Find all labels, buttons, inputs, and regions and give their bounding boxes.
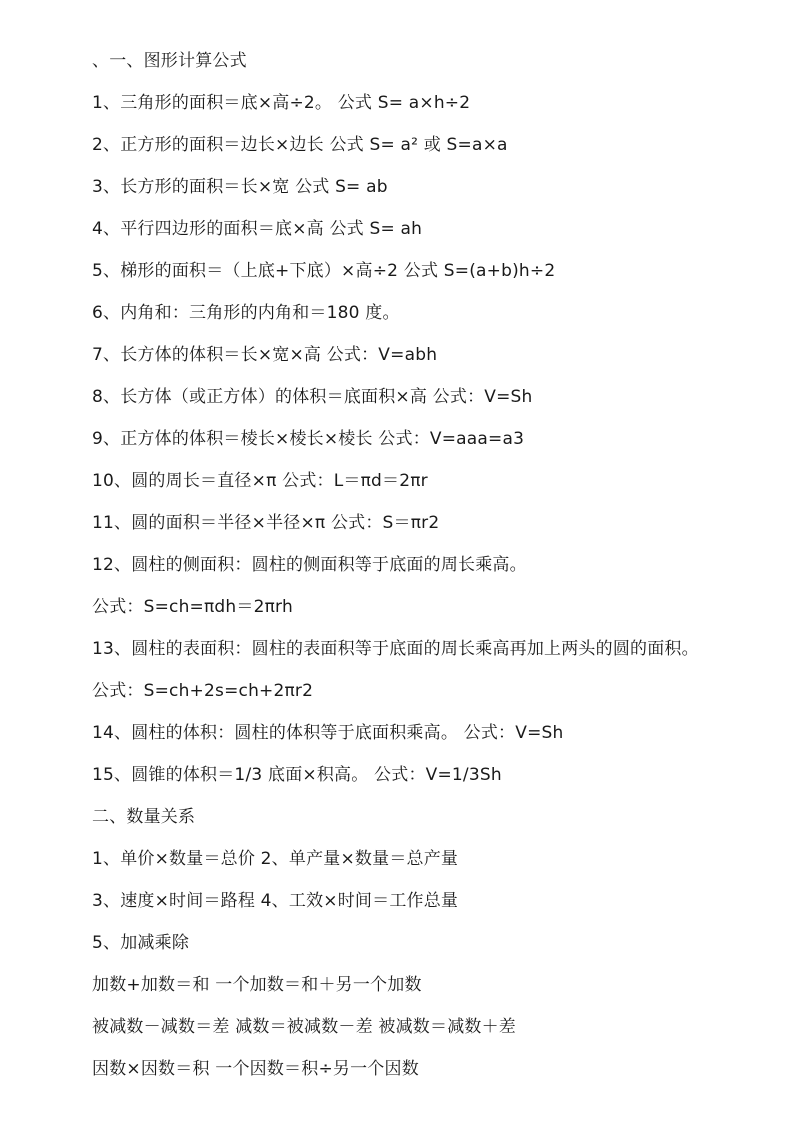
formula-parallelogram-area: 4、平行四边形的面积＝底×高 公式 S= ah <box>92 219 423 239</box>
relation-price-and-yield: 1、单价×数量＝总价 2、单产量×数量＝总产量 <box>92 849 459 869</box>
formula-cylinder-volume: 14、圆柱的体积：圆柱的体积等于底面积乘高。 公式：V=Sh <box>92 723 564 743</box>
formula-cuboid-base-volume: 8、长方体（或正方体）的体积＝底面积×高 公式：V=Sh <box>92 387 533 407</box>
document-body <box>92 48 782 1098</box>
formula-rectangle-area: 3、长方形的面积＝长×宽 公式 S= ab <box>92 177 388 197</box>
formula-cylinder-lateral-area: 12、圆柱的侧面积：圆柱的侧面积等于底面的周长乘高。 <box>92 555 527 575</box>
section-heading-quantity-relations: 二、数量关系 <box>92 807 196 827</box>
formula-circle-area: 11、圆的面积＝半径×半径×π 公式：S＝πr2 <box>92 513 440 533</box>
relation-addition: 加数+加数＝和 一个加数＝和＋另一个加数 <box>92 975 422 995</box>
formula-cylinder-lateral-area-expression: 公式：S=ch=πdh＝2πrh <box>92 597 293 617</box>
formula-interior-angle-sum: 6、内角和：三角形的内角和＝180 度。 <box>92 303 400 323</box>
relation-subtraction: 被减数－减数＝差 减数＝被减数－差 被减数＝减数＋差 <box>92 1017 517 1037</box>
formula-cube-volume: 9、正方体的体积＝棱长×棱长×棱长 公式：V=aaa=a3 <box>92 429 525 449</box>
formula-square-area: 2、正方形的面积＝边长×边长 公式 S= a² 或 S=a×a <box>92 135 508 155</box>
formula-trapezoid-area: 5、梯形的面积＝（上底+下底）×高÷2 公式 S=(a+b)h÷2 <box>92 261 556 281</box>
formula-cylinder-surface-area: 13、圆柱的表面积：圆柱的表面积等于底面的周长乘高再加上两头的圆的面积。 <box>92 639 699 659</box>
formula-cone-volume: 15、圆锥的体积＝1/3 底面×积高。 公式：V=1/3Sh <box>92 765 502 785</box>
relation-speed-and-work: 3、速度×时间＝路程 4、工效×时间＝工作总量 <box>92 891 459 911</box>
section-heading-graphic-formulas: 、一、图形计算公式 <box>92 51 247 71</box>
relation-multiplication: 因数×因数＝积 一个因数＝积÷另一个因数 <box>92 1059 419 1079</box>
formula-triangle-area: 1、三角形的面积＝底×高÷2。 公式 S= a×h÷2 <box>92 93 471 113</box>
formula-cuboid-volume: 7、长方体的体积＝长×宽×高 公式：V=abh <box>92 345 438 365</box>
formula-circle-circumference: 10、圆的周长＝直径×π 公式：L＝πd＝2πr <box>92 471 428 491</box>
formula-cylinder-surface-area-expression: 公式：S=ch+2s=ch+2πr2 <box>92 681 314 701</box>
relation-arithmetic-heading: 5、加减乘除 <box>92 933 190 953</box>
